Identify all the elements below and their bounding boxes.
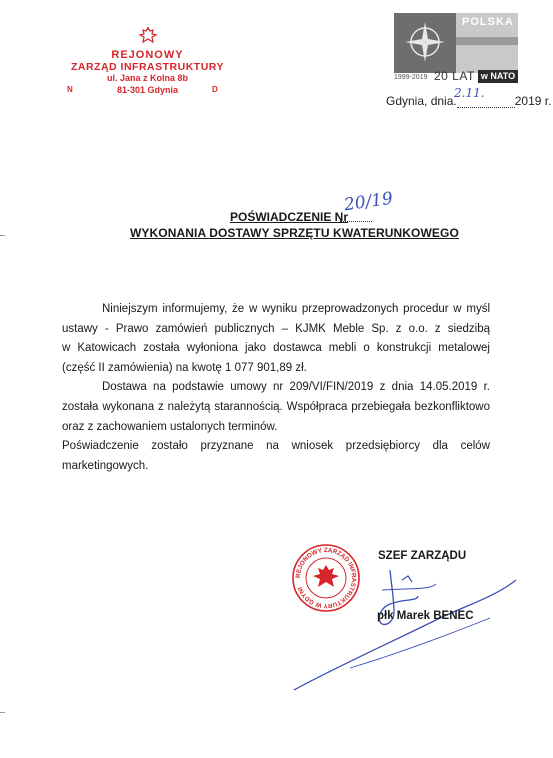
nato-anniversary-logo	[394, 13, 518, 83]
stamp-postal: 81-301 Gdynia	[116, 85, 179, 95]
handwritten-signature	[290, 560, 520, 700]
place-date-suffix: 2019 r.	[514, 94, 552, 108]
nato-emblem-panel	[394, 13, 456, 73]
body-line: ustawy - Prawo zamówień publicznych – KJMK Meble Sp. z o.o. z siedzibą	[62, 322, 490, 335]
body-line: Dostawa na podstawie umowy nr 209/VI/FIN/2019 z dnia 14.05.2019 r.	[102, 381, 490, 394]
handwritten-certificate-number: 20/19	[342, 188, 395, 216]
body-line: Poświadczenie zostało przyznane na wniosek przedsiębiorcy dla celów	[62, 440, 490, 453]
signatory-name: płk Marek BENEC	[377, 610, 474, 622]
margin-mark	[0, 712, 5, 713]
nato-badge: w NATO	[478, 70, 518, 83]
stamp-mark-right: D	[212, 85, 218, 94]
stamp-line-2: ZARZĄD INFRASTRUKTURY	[70, 61, 224, 73]
margin-mark	[0, 235, 5, 236]
nato-compass-icon	[394, 13, 456, 73]
nato-country: POLSKA	[462, 16, 514, 28]
document-body	[62, 300, 490, 476]
stamp-ring-text: REJONOWY ZARZĄD INFRASTRUKTURY W GDYNI	[294, 546, 358, 610]
institution-stamp	[60, 22, 235, 104]
stamp-mark-left: N	[67, 85, 73, 94]
nato-years: 1999-2019	[394, 74, 428, 81]
place-date-prefix: Gdynia, dnia.	[386, 94, 457, 108]
body-line: oraz z zachowaniem ustalonych terminów.	[62, 420, 278, 433]
stamp-line-1: REJONOWY	[111, 49, 184, 61]
handwritten-date: 2.11.	[454, 86, 485, 100]
body-line: w Katowicach została wyłoniona jako dostawca mebli o konstrukcji metalowej	[62, 342, 490, 355]
document-subtitle: WYKONANIA DOSTAWY SPRZĘTU KWATERUNKOWEGO	[130, 226, 459, 240]
nato-anniversary: 20 LAT	[434, 69, 475, 83]
signatory-role: SZEF ZARZĄDU	[378, 550, 467, 562]
stamp-address: ul. Jana z Kolna 8b	[106, 73, 189, 83]
body-line: została wykonana z należytą starannością. Współpraca przebiegała bezkonfliktowo	[62, 400, 490, 413]
eagle-emblem-icon	[138, 26, 158, 46]
document-title: POŚWIADCZENIE Nr	[230, 210, 349, 224]
title-dotted-line	[340, 220, 372, 222]
body-line: marketingowych.	[62, 459, 149, 472]
body-line: Niniejszym informujemy, że w wyniku przeprowadzonych procedur w myśl	[102, 303, 490, 315]
body-line: (część II zamówienia) na kwotę 1 077 901,89 zł.	[62, 361, 307, 374]
flag-band	[456, 37, 518, 45]
